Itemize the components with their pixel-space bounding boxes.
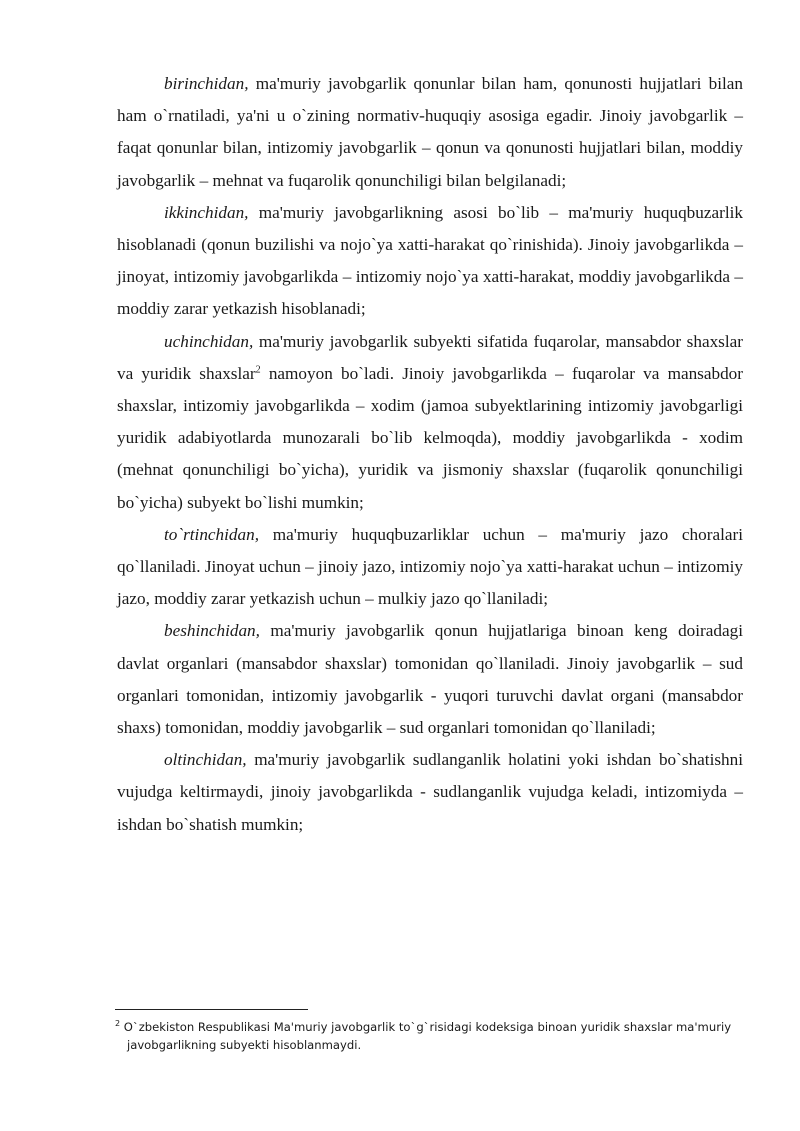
paragraph-lead: uchinchidan, bbox=[164, 331, 254, 351]
footnote-number: 2 bbox=[115, 1019, 121, 1029]
footnote-separator bbox=[115, 1009, 308, 1010]
paragraph-uchinchidan bbox=[117, 326, 743, 519]
paragraph-birinchidan bbox=[117, 68, 743, 197]
paragraph-tortinchidan bbox=[117, 519, 743, 616]
paragraph-text: ma'muriy javobgarlik qonunlar bilan ham, qonunosti hujjatlari bilan ham o`rnatiladi, ya'ni u o`zining normativ-huquqiy asosiga egadir. Jinoiy javobgarlik – faqat qonunlar bilan, intizomiy javobgarlik – qonun va qonunosti hujjatlari bilan, moddiy javobgarlik – mehnat va fuqarolik qonunchiligi bilan belgilanadi; bbox=[117, 74, 743, 190]
paragraph-text: namoyon bo`ladi. Jinoiy javobgarlikda – fuqarolar va mansabdor shaxslar, intizomiy javobgarlikda – xodim (jamoa subyektlarining intizomiy javobgarligi yuridik adabiyotlarda munozarali bo`lib kelmoqda), moddiy javobgarlikda - xodim (mehnat qonunchiligi bo`yicha), yuridik va jismoniy shaxslar (fuqarolik qonunchiligi bo`yicha) subyekt bo`lishi mumkin; bbox=[117, 363, 743, 512]
paragraph-ikkinchidan bbox=[117, 197, 743, 326]
paragraph-lead: ikkinchidan, bbox=[164, 202, 249, 222]
paragraph-oltinchidan bbox=[117, 744, 743, 841]
footnote-item bbox=[115, 1018, 745, 1054]
paragraph-lead: beshinchidan, bbox=[164, 621, 260, 641]
paragraph-beshinchidan bbox=[117, 615, 743, 744]
paragraph-text: ma'muriy javobgarlik sudlanganlik holatini yoki ishdan bo`shatishni vujudga keltirmaydi, jinoiy javobgarlikda - sudlanganlik vujudga keladi, intizomiyda – ishdan bo`shatish mumkin; bbox=[117, 750, 743, 834]
footnote-text: O`zbekiston Respublikasi Ma'muriy javobgarlik to`g`risidagi kodeksiga binoan yuridik shaxslar ma'muriy javobgarlikning subyekti hisoblanmaydi. bbox=[120, 1020, 732, 1052]
paragraph-text: ma'muriy javobgarlik subyekti sifatida fuqarolar, mansabdor shaxslar va yuridik shaxslar bbox=[117, 331, 743, 383]
body-text bbox=[117, 68, 743, 841]
paragraph-text: ma'muriy javobgarlikning asosi bo`lib – ma'muriy huquqbuzarlik hisoblanadi (qonun buzilishi va nojo`ya xatti-harakat qo`rinishida). Jinoiy javobgarlikda – jinoyat, intizomiy javobgarlikda – intizomiy nojo`ya xatti-harakat, moddiy javobgarlikda – moddiy zarar yetkazish hisoblanadi; bbox=[117, 202, 743, 319]
paragraph-lead: birinchidan, bbox=[164, 74, 249, 93]
footnote bbox=[115, 1018, 745, 1054]
paragraph-lead: oltinchidan, bbox=[164, 750, 247, 770]
paragraph-lead: to`rtinchidan, bbox=[164, 524, 260, 544]
paragraph-text: ma'muriy javobgarlik qonun hujjatlariga binoan keng doiradagi davlat organlari (mansabdor shaxslar) tomonidan qo`llaniladi. Jinoiy javobgarlik – sud organlari tomonidan, intizomiy javobgarlik - yuqori turuvchi davlat organi (mansabdor shaxs) tomonidan, moddiy javobgarlik – sud organlari tomonidan qo`llaniladi; bbox=[117, 621, 743, 738]
paragraph-text: ma'muriy huquqbuzarliklar uchun – ma'muriy jazo choralari qo`llaniladi. Jinoyat uchun – jinoiy jazo, intizomiy nojo`ya xatti-harakat uchun – intizomiy jazo, moddiy zarar yetkazish uchun – mulkiy jazo qo`llaniladi; bbox=[117, 524, 743, 609]
footnote-reference[interactable]: 2 bbox=[255, 364, 261, 376]
